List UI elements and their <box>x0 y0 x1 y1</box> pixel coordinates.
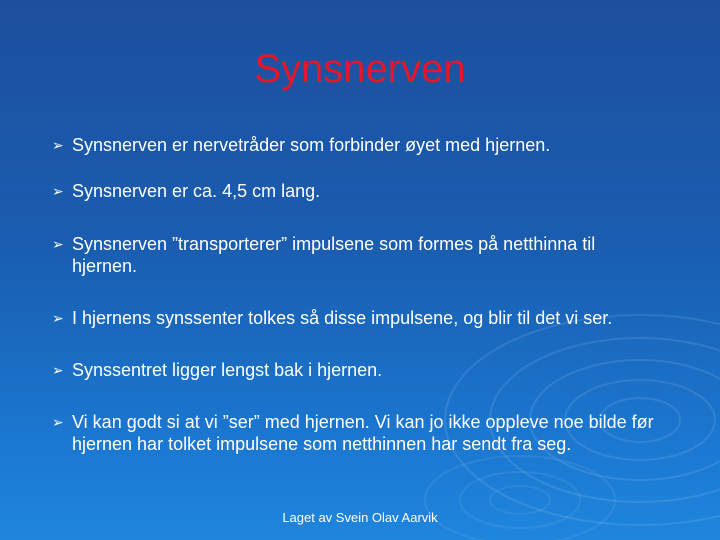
bullet-item <box>52 180 692 202</box>
author-credit: Laget av Svein Olav Aarvik <box>282 510 438 525</box>
arrow-bullet-icon: ➢ <box>52 236 64 252</box>
bullet-text: Synsnerven ”transporterer” impulsene som formes på netthinna til hjernen. <box>72 234 596 276</box>
bullet-item <box>52 134 692 156</box>
bullet-item <box>52 307 692 329</box>
arrow-bullet-icon: ➢ <box>52 137 64 153</box>
arrow-bullet-icon: ➢ <box>52 310 64 326</box>
arrow-bullet-icon: ➢ <box>52 362 64 378</box>
bullet-text: Vi kan godt si at vi ”ser” med hjernen. Vi kan jo ikke oppleve noe bilde før hjernen har tolket impulsene som netthinnen har sendt fra seg. <box>72 412 654 454</box>
bullet-text: Synssentret ligger lengst bak i hjernen. <box>72 360 383 380</box>
slide-title: Synsnerven <box>254 47 466 91</box>
bullet-item <box>52 233 692 277</box>
bullet-text: I hjernens synssenter tolkes så disse impulsene, og blir til det vi ser. <box>72 308 613 328</box>
arrow-bullet-icon: ➢ <box>52 414 64 430</box>
bullet-text: Synsnerven er nervetråder som forbinder øyet med hjernen. <box>72 135 551 155</box>
bullet-item <box>52 359 692 381</box>
bullet-text: Synsnerven er ca. 4,5 cm lang. <box>72 181 321 201</box>
arrow-bullet-icon: ➢ <box>52 183 64 199</box>
bullet-item <box>52 411 692 455</box>
